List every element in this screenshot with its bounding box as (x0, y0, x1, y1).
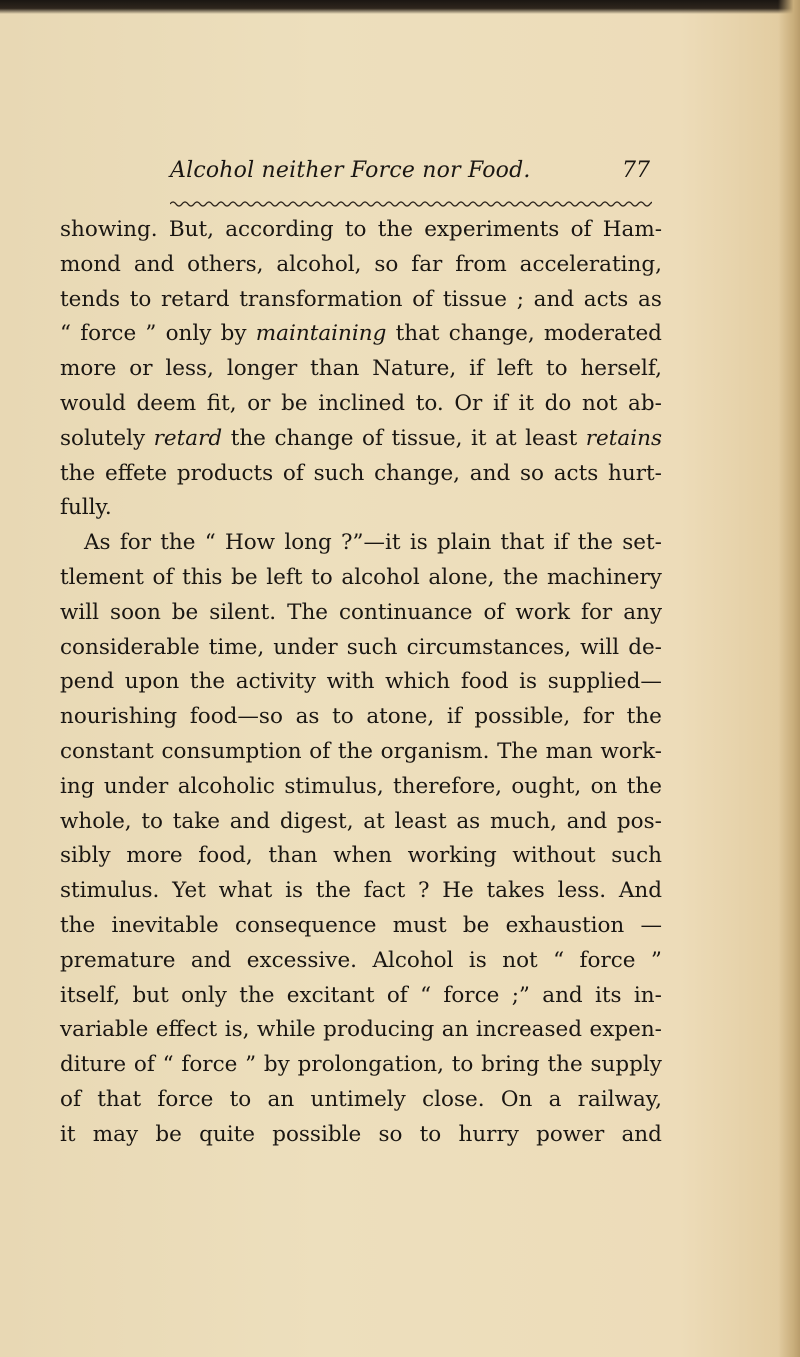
word: without (512, 843, 596, 869)
word: Nature, (372, 356, 457, 382)
word: possible (272, 1121, 362, 1147)
text-line (60, 839, 662, 874)
text-line (60, 422, 662, 457)
word: be (171, 599, 199, 625)
word: Ham- (602, 217, 662, 242)
word: hurry (458, 1121, 519, 1147)
word: left (266, 564, 303, 590)
word: soon (110, 599, 161, 625)
word: stimulus. (60, 878, 160, 904)
word: food—so (189, 704, 283, 730)
text-line (60, 387, 662, 422)
word: the (503, 564, 539, 590)
text-line (60, 631, 662, 666)
word: by (220, 321, 247, 347)
word: and (133, 251, 175, 277)
word: diture (60, 1052, 127, 1078)
word: not (581, 390, 618, 416)
word: takes (486, 878, 545, 904)
word: alone, (428, 564, 495, 590)
word: man (545, 738, 593, 764)
text-line (60, 1048, 662, 1083)
word: set- (622, 530, 662, 556)
word: the (189, 669, 226, 695)
word: in- (633, 982, 662, 1008)
word: He (442, 878, 474, 904)
word: will (60, 599, 100, 625)
word: ” (245, 1052, 257, 1078)
word: consumption (161, 738, 302, 764)
word: of (570, 217, 592, 242)
word: of (152, 564, 174, 590)
word: change, (448, 321, 535, 347)
word: so (378, 1121, 403, 1147)
word: the (239, 982, 275, 1008)
word: may (92, 1121, 139, 1147)
word: as (295, 704, 320, 730)
word: continuance (339, 599, 473, 625)
word: force (181, 1052, 238, 1078)
word: its (595, 982, 622, 1008)
word: quite (199, 1121, 255, 1147)
word: considerable (60, 634, 200, 660)
text-line (60, 457, 662, 492)
text-line (60, 909, 662, 944)
word: work (515, 599, 571, 625)
word: constant (60, 738, 154, 764)
word: inevitable (111, 912, 219, 938)
word: according (225, 217, 334, 242)
word: retard (161, 286, 230, 312)
word: — (640, 912, 662, 938)
word: The (287, 599, 329, 625)
text-line (60, 526, 662, 561)
word: long (284, 530, 332, 556)
word: and (566, 808, 608, 834)
ornamental-wavy-rule (170, 200, 652, 208)
word: possible, (474, 704, 571, 730)
word: alcoholic (177, 773, 275, 799)
text-line (60, 770, 662, 805)
word: ought, (511, 773, 582, 799)
word: Or (454, 390, 483, 416)
word: experiments (424, 217, 560, 242)
word: of (362, 425, 383, 451)
word: to (129, 286, 152, 312)
word: increased (475, 1017, 583, 1043)
word: work- (600, 738, 662, 764)
word: less. (557, 878, 607, 904)
word: effect (155, 1017, 218, 1043)
word: deem (136, 390, 197, 416)
word: digest, (279, 808, 354, 834)
word: alcohol, (276, 251, 362, 277)
word: change (274, 425, 354, 451)
word: producing (323, 1017, 435, 1043)
text-line (60, 1118, 662, 1153)
word: least (394, 808, 447, 834)
word: that (97, 1086, 142, 1112)
word: “ (60, 321, 71, 347)
word: tissue, (391, 425, 463, 451)
word: organism. (380, 738, 490, 764)
word: any (623, 599, 662, 625)
word: an (267, 1086, 295, 1112)
word: ab- (628, 390, 662, 416)
word: to (344, 217, 367, 242)
text-line (60, 248, 662, 283)
word: for (582, 704, 615, 730)
word: to (419, 1121, 442, 1147)
word: it (60, 1121, 76, 1147)
word: only (181, 982, 227, 1008)
word: But, (168, 217, 214, 242)
word: force (579, 947, 636, 973)
word: change, (374, 460, 461, 486)
word: close. (422, 1086, 485, 1112)
word: ing (60, 773, 95, 799)
word: the (547, 1052, 583, 1078)
word: more (60, 356, 117, 382)
word: atone, (366, 704, 435, 730)
word: and (533, 286, 575, 312)
word: hurt- (608, 460, 662, 486)
word: for (581, 599, 613, 625)
word: de- (628, 634, 662, 660)
word: would (60, 390, 126, 416)
word: much, (489, 808, 557, 834)
word: is (468, 947, 487, 973)
word: the (315, 878, 351, 904)
page-number: 77 (622, 158, 650, 183)
word: to (229, 1086, 252, 1112)
word: such (611, 843, 662, 869)
word: variable (60, 1017, 149, 1043)
word: it (518, 390, 534, 416)
word: power (536, 1121, 605, 1147)
word: excessive. (246, 947, 358, 973)
word: that (395, 321, 440, 347)
word: activity (235, 669, 316, 695)
word: Yet (172, 878, 206, 904)
word: that (500, 530, 545, 556)
word: stimulus, (284, 773, 384, 799)
word: supply (590, 1052, 662, 1078)
text-line (60, 596, 662, 631)
word: do (544, 390, 572, 416)
word: be (281, 390, 308, 416)
word: force (80, 321, 137, 347)
word: of (60, 1086, 81, 1112)
word: showing. (60, 217, 158, 242)
word: How (224, 530, 276, 556)
word: by (263, 1052, 290, 1078)
word: as (638, 286, 662, 312)
word: excitant (286, 982, 375, 1008)
word: expen- (589, 1017, 662, 1043)
word: to (141, 808, 163, 834)
word: at (363, 808, 385, 834)
text-line (60, 665, 662, 700)
word: acts (583, 286, 629, 312)
word: be (155, 1121, 182, 1147)
word: far (411, 251, 443, 277)
word: for (119, 530, 151, 556)
word: “ (553, 947, 565, 973)
word: must (392, 912, 447, 938)
word: ;” (511, 982, 530, 1008)
word: of (386, 982, 408, 1008)
word: prolongation, (297, 1052, 444, 1078)
word: “ (162, 1052, 174, 1078)
word: upon (124, 669, 180, 695)
word: others, (187, 251, 264, 277)
word: is (285, 878, 304, 904)
word: to (451, 1052, 474, 1078)
body-text (60, 213, 662, 1153)
word: silent. (209, 599, 277, 625)
word: under (103, 773, 169, 799)
word: the (160, 530, 196, 556)
word: circumstances, (406, 634, 572, 660)
page-right-edge (778, 0, 800, 1357)
word: the (377, 217, 413, 242)
word: when (333, 843, 392, 869)
word: and (542, 982, 583, 1008)
word: therefore, (393, 773, 502, 799)
word: take (172, 808, 220, 834)
word: inclined (318, 390, 406, 416)
word: accelerating, (519, 251, 662, 277)
text-line (60, 700, 662, 735)
word: be (231, 564, 258, 590)
word: solutely (60, 425, 146, 451)
word: force (157, 1086, 214, 1112)
word: nourishing (60, 704, 178, 730)
word: or (129, 356, 153, 382)
word: acts (553, 460, 599, 486)
word: less, (165, 356, 214, 382)
word: the (626, 704, 662, 730)
word: as (456, 808, 481, 834)
word: transformation (239, 286, 403, 312)
word: untimely (310, 1086, 406, 1112)
word: ; (516, 286, 524, 312)
word: consequence (234, 912, 377, 938)
word: left (496, 356, 534, 382)
word: of (133, 1052, 155, 1078)
text-line (60, 317, 662, 352)
word: herself, (580, 356, 662, 382)
text-line (60, 491, 662, 526)
word: the (577, 530, 613, 556)
word: And (618, 878, 662, 904)
word: the (60, 460, 96, 486)
word: with (326, 669, 375, 695)
word: supplied— (547, 669, 662, 695)
word: tlement (60, 564, 144, 590)
word: alcohol (341, 564, 420, 590)
word: if (446, 704, 462, 730)
word: so (374, 251, 399, 277)
word: ? (418, 878, 430, 904)
word: under (273, 634, 338, 660)
word: if (553, 530, 569, 556)
word: than (310, 356, 360, 382)
text-line (60, 979, 662, 1014)
word: premature (60, 947, 176, 973)
word: is (409, 530, 428, 556)
word: to (311, 564, 333, 590)
word: The (497, 738, 539, 764)
word: the (626, 773, 662, 799)
word: least (525, 425, 578, 451)
word: Alcohol (372, 947, 454, 973)
word: “ (204, 530, 216, 556)
word: pos- (616, 808, 662, 834)
word: and (469, 460, 511, 486)
word: fully. (60, 495, 112, 521)
word: to. (415, 390, 444, 416)
word: a (548, 1086, 562, 1112)
word: the (60, 912, 96, 938)
word: itself, (60, 982, 121, 1008)
word: products (176, 460, 274, 486)
word: As (84, 530, 111, 556)
word: if (469, 356, 484, 382)
word: it (471, 425, 487, 451)
word: such (313, 460, 365, 486)
text-line (60, 1013, 662, 1048)
word: retains (585, 425, 662, 451)
word: whole, (60, 808, 132, 834)
word: but (132, 982, 169, 1008)
word: only (165, 321, 212, 347)
word: to (545, 356, 568, 382)
text-line (60, 213, 662, 248)
word: the (337, 738, 374, 764)
text-line (60, 735, 662, 770)
word: working (407, 843, 497, 869)
word: pend (60, 669, 115, 695)
word: from (455, 251, 507, 277)
word: railway, (577, 1086, 662, 1112)
text-line (60, 1083, 662, 1118)
word: what (218, 878, 273, 904)
text-line (60, 944, 662, 979)
word: maintaining (255, 321, 387, 347)
word: fit, (206, 390, 237, 416)
word: ” (650, 947, 662, 973)
word: the (230, 425, 266, 451)
running-title: Alcohol neither Force nor Food. (170, 158, 531, 183)
text-line (60, 805, 662, 840)
word: or (247, 390, 271, 416)
word: at (495, 425, 517, 451)
word: if (492, 390, 508, 416)
text-line (60, 874, 662, 909)
text-line (60, 561, 662, 596)
word: this (182, 564, 223, 590)
text-line (60, 283, 662, 318)
word: an (441, 1017, 469, 1043)
word: of (309, 738, 331, 764)
page-top-shadow (0, 0, 800, 14)
word: plain (436, 530, 492, 556)
word: force (443, 982, 500, 1008)
word: sibly (60, 843, 111, 869)
word: mond (60, 251, 121, 277)
word: on (590, 773, 618, 799)
word: than (268, 843, 318, 869)
text-line (60, 352, 662, 387)
word: tends (60, 286, 121, 312)
word: bring (481, 1052, 540, 1078)
word: not (502, 947, 538, 973)
word: tissue (442, 286, 507, 312)
word: effete (104, 460, 168, 486)
word: food (460, 669, 509, 695)
word: time, (208, 634, 265, 660)
word: is, (224, 1017, 250, 1043)
word: such (346, 634, 398, 660)
word: is (519, 669, 538, 695)
word: “ (420, 982, 432, 1008)
word: and (190, 947, 232, 973)
word: while (256, 1017, 316, 1043)
word: moderated (543, 321, 662, 347)
page-header (170, 158, 650, 194)
word: fact (363, 878, 406, 904)
word: ?”—it (341, 530, 401, 556)
word: of (483, 599, 505, 625)
word: be (462, 912, 490, 938)
word: On (500, 1086, 533, 1112)
word: exhaustion (505, 912, 625, 938)
word: of (412, 286, 434, 312)
word: ” (145, 321, 157, 347)
word: retard (153, 425, 223, 451)
word: more (126, 843, 183, 869)
word: to (332, 704, 354, 730)
word: and (621, 1121, 662, 1147)
word: of (282, 460, 304, 486)
word: machinery (546, 564, 662, 590)
word: which (385, 669, 451, 695)
word: food, (198, 843, 253, 869)
word: so (519, 460, 544, 486)
word: longer (226, 356, 298, 382)
word: and (229, 808, 271, 834)
word: will (580, 634, 620, 660)
